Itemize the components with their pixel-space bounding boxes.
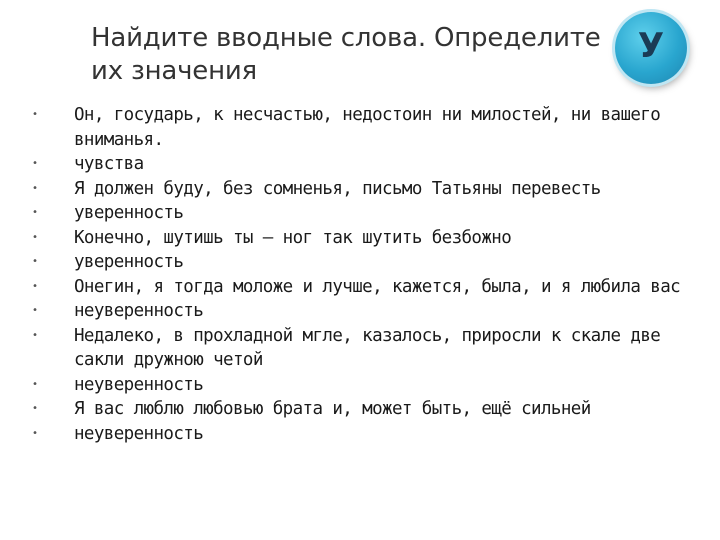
list-item xyxy=(32,397,692,422)
list-item xyxy=(32,373,692,398)
bullet-icon: • xyxy=(32,256,38,267)
list-item xyxy=(32,226,692,251)
list-item-text: Я должен буду, без сомненья, письмо Татьяны перевесть xyxy=(74,178,601,199)
bullet-icon: • xyxy=(32,305,38,316)
list-item xyxy=(32,152,692,177)
list-item-text: уверенность xyxy=(74,203,184,223)
bullet-icon: • xyxy=(32,207,38,218)
bullet-icon: • xyxy=(32,280,38,292)
list-item-text: Я вас люблю любовью брата и, может быть, ещё сильней xyxy=(74,399,591,419)
list-item-text: чувства xyxy=(74,154,144,174)
letter-badge xyxy=(615,12,687,84)
bullet-icon: • xyxy=(32,329,38,341)
list-item-text: неуверенность xyxy=(74,423,204,444)
bullet-list xyxy=(32,103,692,446)
slide-title: Найдите вводные слова. Определите их значения xyxy=(91,23,601,86)
badge-letter: У xyxy=(637,26,665,66)
list-item xyxy=(32,324,692,373)
bullet-icon: • xyxy=(32,403,38,414)
list-item xyxy=(32,201,692,226)
bullet-icon: • xyxy=(32,231,38,243)
list-item xyxy=(32,299,692,324)
list-item xyxy=(32,177,692,202)
list-item-text: уверенность xyxy=(74,252,184,272)
list-item-text: Онегин, я тогда моложе и лучше, кажется, была, и я любила вас xyxy=(74,276,681,297)
bullet-icon: • xyxy=(32,109,38,120)
list-item-text: Он, государь, к несчастью, недостоин ни милостей, ни вашего вниманья. xyxy=(74,105,661,150)
list-item xyxy=(32,422,692,447)
bullet-icon: • xyxy=(32,182,38,194)
bullet-icon: • xyxy=(32,158,38,169)
list-item xyxy=(32,103,692,152)
list-item-text: Недалеко, в прохладной мгле, казалось, приросли к скале две сакли дружною четой xyxy=(74,325,661,370)
bullet-icon: • xyxy=(32,427,38,439)
list-item-text: неуверенность xyxy=(74,374,204,395)
list-item-text: Конечно, шутишь ты – ног так шутить безбожно xyxy=(74,227,512,248)
bullet-icon: • xyxy=(32,378,38,390)
list-item xyxy=(32,275,692,300)
list-item-text: неуверенность xyxy=(74,301,204,321)
list-item xyxy=(32,250,692,275)
